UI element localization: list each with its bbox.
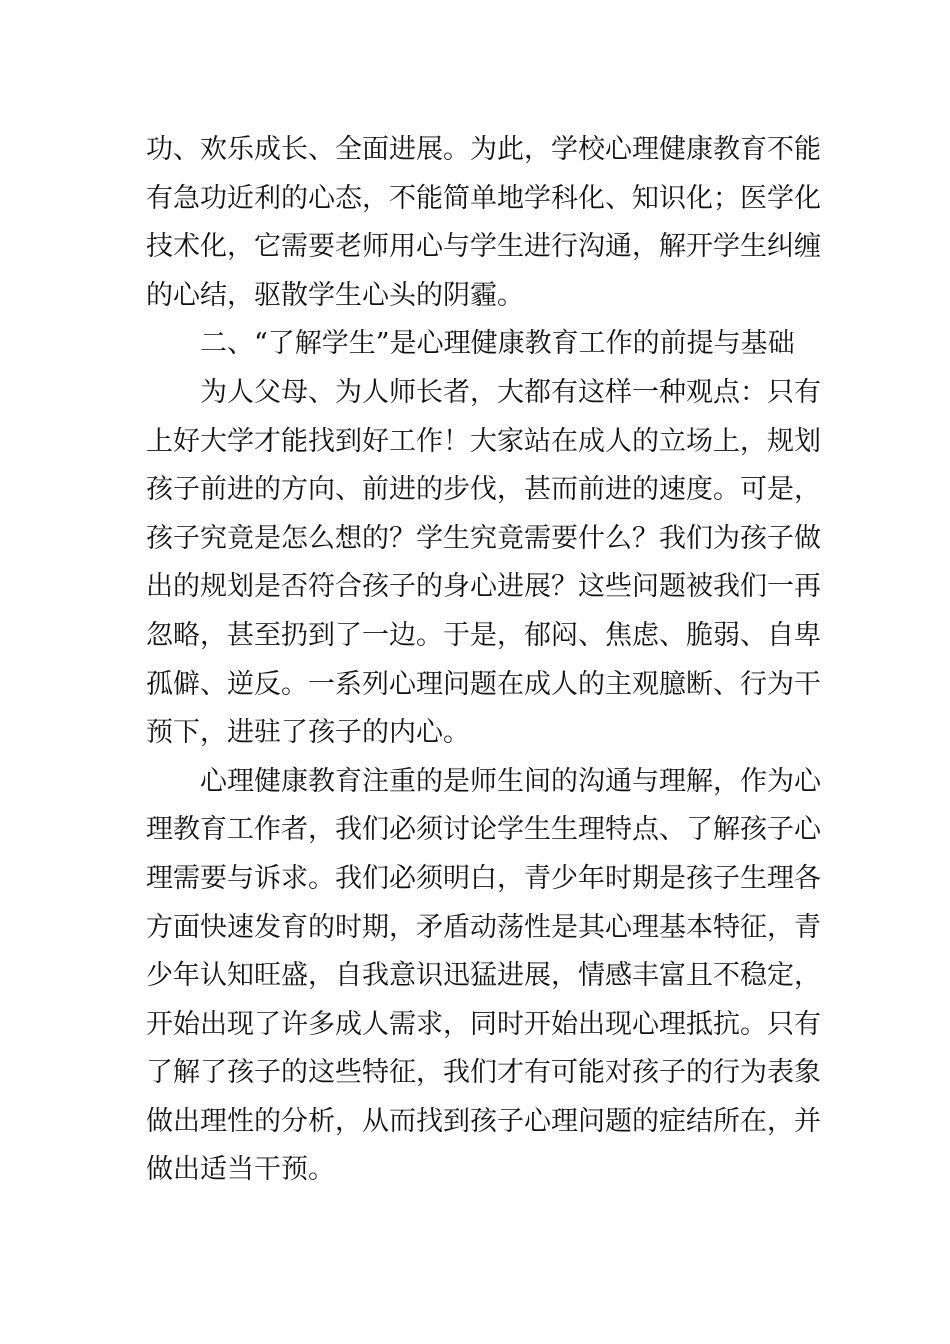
text-line: 做出适当干预。: [146, 1154, 335, 1186]
text-line: 孤僻、逆反。一系列心理问题在成人的主观臆断、行为干: [146, 668, 821, 700]
text-line: 开始出现了许多成人需求，同时开始出现心理抵抗。只有: [146, 1008, 821, 1040]
text-line: 功、欢乐成长、全面进展。为此，学校心理健康教育不能: [146, 134, 821, 165]
text-line: 上好大学才能找到好工作！大家站在成人的立场上，规划: [146, 425, 821, 457]
text-line: 忽略，甚至扔到了一边。于是，郁闷、焦虑、脆弱、自卑: [146, 619, 821, 651]
text-line: 有急功近利的心态，不能简单地学科化、知识化；医学化: [146, 182, 821, 214]
text-line: 出的规划是否符合孩子的身心进展？这些问题被我们一再: [146, 571, 821, 603]
text-line: 为人父母、为人师长者，大都有这样一种观点：只有: [200, 376, 821, 408]
text-line: 心理健康教育注重的是师生间的沟通与理解，作为心: [200, 765, 821, 797]
text-line: 预下，进驻了孩子的内心。: [146, 717, 470, 749]
text-line: 理教育工作者，我们必须讨论学生生理特点、了解孩子心: [146, 814, 821, 846]
text-line: 的心结，驱散学生心头的阴霾。: [146, 279, 524, 311]
text-line: 了解了孩子的这些特征，我们才有可能对孩子的行为表象: [146, 1057, 821, 1089]
section-heading: 二、“了解学生”是心理健康教育工作的前提与基础: [200, 328, 795, 360]
text-line: 做出理性的分析，从而找到孩子心理问题的症结所在，并: [146, 1105, 821, 1137]
text-line: 少年认知旺盛，自我意识迅猛进展，情感丰富且不稳定，: [146, 960, 821, 992]
text-line: 孩子前进的方向、前进的步伐，甚而前进的速度。可是，: [146, 474, 821, 506]
text-line: 孩子究竟是怎么想的？学生究竟需要什么？我们为孩子做: [146, 522, 821, 554]
text-line: 理需要与诉求。我们必须明白，青少年时期是孩子生理各: [146, 862, 821, 894]
text-line: 方面快速发育的时期，矛盾动荡性是其心理基本特征，青: [146, 911, 821, 943]
document-body: [146, 126, 821, 1195]
text-line: 技术化，它需要老师用心与学生进行沟通，解开学生纠缠: [146, 231, 821, 263]
